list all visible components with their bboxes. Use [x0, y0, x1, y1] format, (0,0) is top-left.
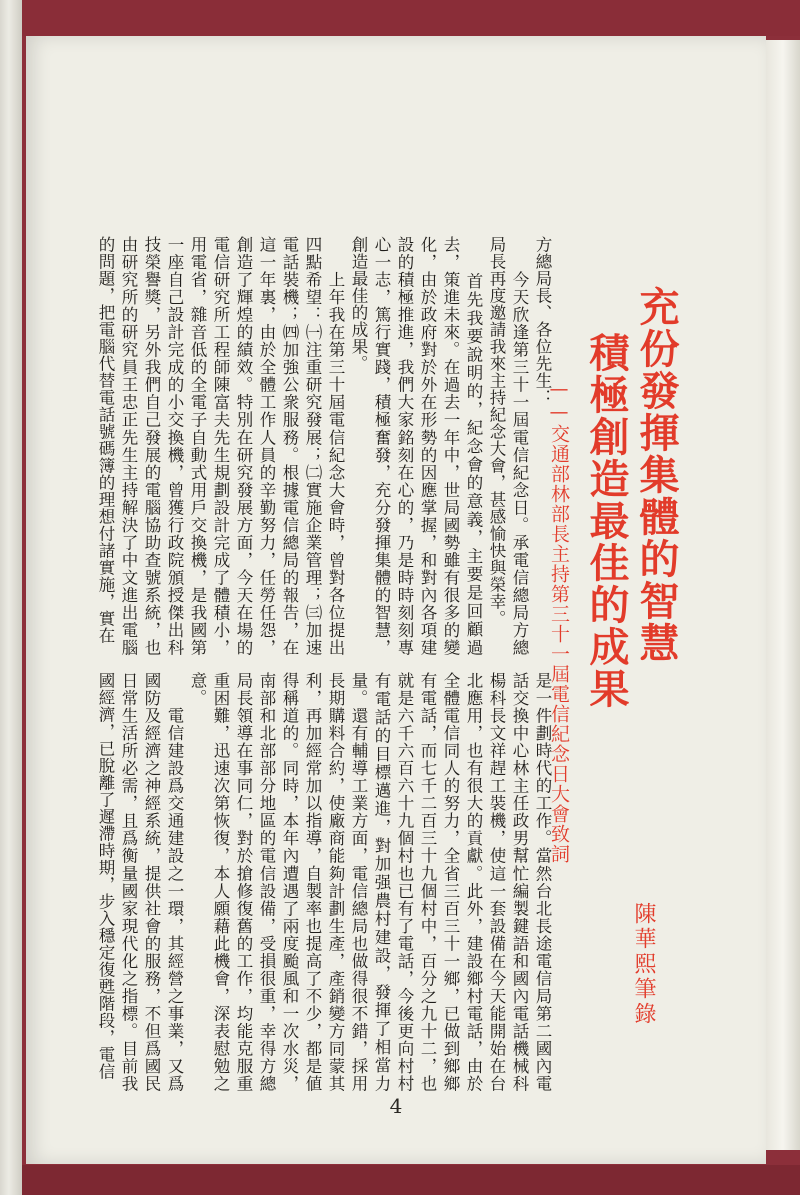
book-page	[26, 36, 766, 1164]
recorder-credit: 陳華熙筆錄	[631, 902, 656, 1027]
book-cover-bottom	[0, 1165, 800, 1195]
page-number: 4	[389, 1094, 403, 1118]
next-pages-edge	[765, 40, 800, 1150]
book-cover-top	[0, 0, 800, 36]
previous-page-edge	[0, 0, 22, 1195]
subtitle: ——交通部林部長主持第三十一屆電信紀念日大會致詞	[548, 378, 570, 864]
body-text-lower	[88, 672, 554, 1092]
body-paragraphs-lower: 是一件劃時代的工作。當然台北長途電信局第二國內電話交換中心林主任政男幫忙編製鍵語和國內電話機械科楊科長文祥趕工裝機，使這一套設備在今天能開始在台北應用，也有很大的貢獻。此外，建設鄉村電話，由於全體電信同人的努力，全省三百三十一鄉，已做到鄉鄉有電話，而七千二百三十九個村中，百分之九十二，也就是六千六百六十九個村也已有了電話，今後更向村村有電話的目標邁進，對加强農村建設，發揮了相當力量。還有輔導工業方面，電信總局也做得很不錯，採用長期購料合約，使廠商能夠計劃生產，產銷變方同蒙其利，再加經常加以指導，自製率也提高了不少，都是値得稱道的。同時，本年內遭遇了兩度颱風和一次水災，南部和北部部分地區的電信設備，受損很重，幸得方總局長領導在事同仁，對於搶修復舊的工作，均能克服重重困難，迅速次第恢復，本人願藉此機會，深表慰勉之意。 電信建設爲交通建設之一環，其經營之事業，又爲國防及經濟之神經系統，提供社會的服務，不但爲國民日常生活所必需，且爲衡量國家現代化之指標。目前我國經濟，已脫離了遲滯時期，步入穩定復甦階段，電信	[96, 672, 552, 1092]
body-paragraphs-upper: 方總局長、各位先生： 今天欣逢第三十一屆電信紀念日。承電信總局方總局長再度邀請我來主持紀念大會，甚感愉快與榮幸。 首先我要說明的，紀念會的意義，主要是回顧過去，策進未來。在過去一年中，世局國勢雖有很多的變化，由於政府對於外在形勢的因應掌握，和對內各項建設的積極推進，我們大家銘刻在心的，乃是時時刻刻專心一志，篤行實踐，積極奮發，充分發揮集體的智慧，創造最佳的成果。 上年我在第三十屆電信紀念大會時，曾對各位提出四點希望：㈠注重研究發展；㈡實施企業管理；㈢加速電話裝機；㈣加強公衆服務。根據電信總局的報告，在這一年裏，由於全體工作人員的辛勤努力，任勞任怨，創造了輝煌的績效。特別在研究發展方面，今天在場的電信研究所工程師陳富夫先生規劃設計完成了體積小，用電省，雜音低的全電子自動式用戶交換機，是我國第一座自己設計完成的小交換機，曾獲行政院頒授傑出科技榮譽獎，另外我們自己發展的電腦協助查號系統，也由研究所的研究員王忠正先生主持解決了中文進出電腦的問題，把電腦代替電話號碼簿的理想付諸實施，實在	[96, 236, 552, 656]
title-line-2: 積極創造最佳的成果	[583, 332, 629, 710]
title-line-1: 充份發揮集體的智慧	[633, 286, 679, 664]
body-text-upper	[88, 236, 554, 656]
